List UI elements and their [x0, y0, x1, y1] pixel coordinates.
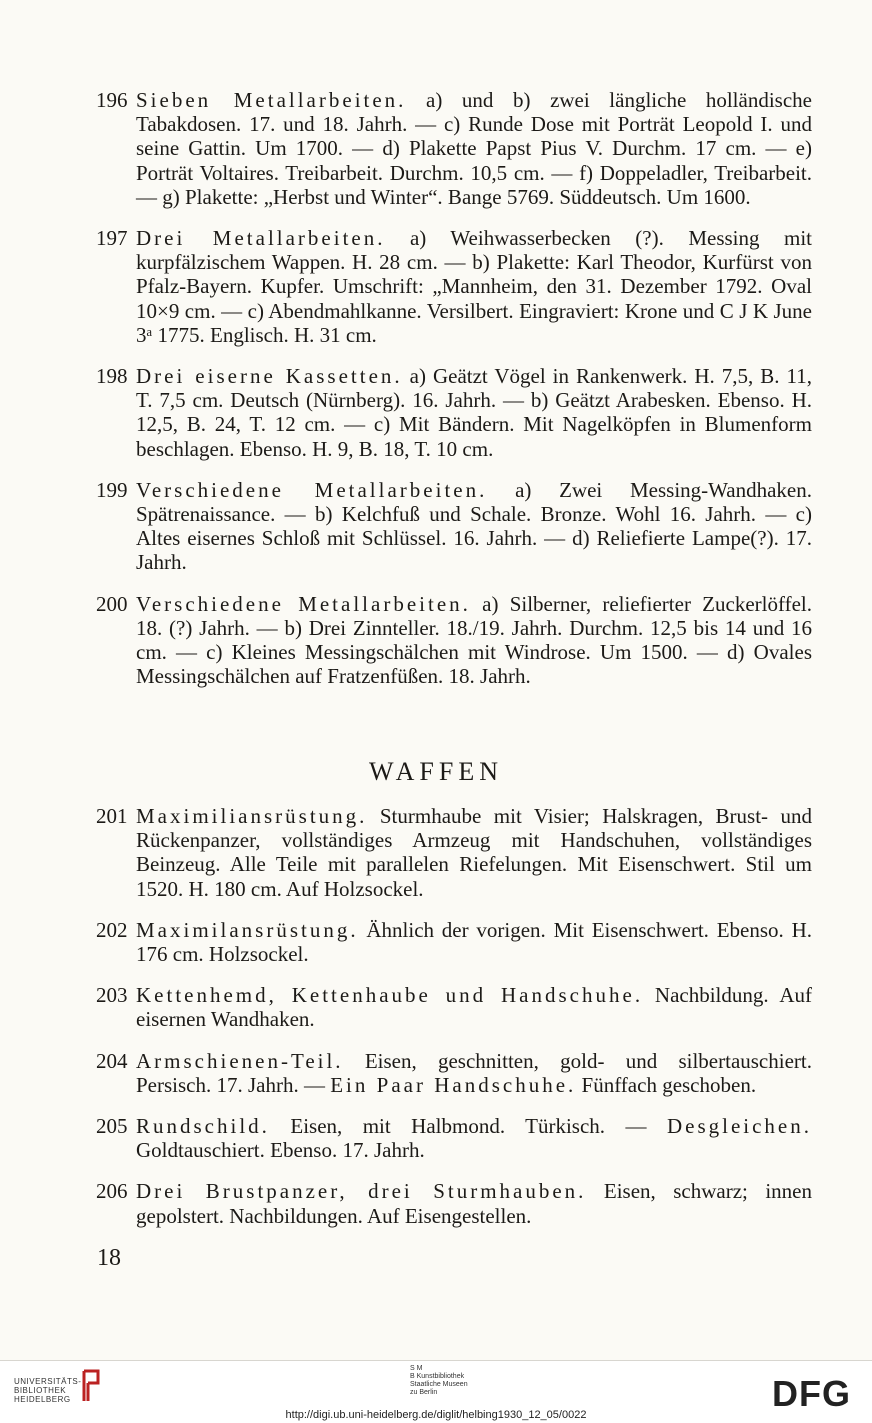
entry-title: Drei Metallarbeiten.: [136, 226, 386, 251]
entry-number: 197: [96, 226, 128, 251]
library-line: HEIDELBERG: [14, 1395, 71, 1404]
entry-number: 198: [96, 364, 128, 389]
source-url-link[interactable]: http://digi.ub.uni-heidelberg.de/diglit/helbing1930_12_05/0022: [285, 1409, 587, 1421]
entry-text: Ähnlich der vorigen. Mit Eisenschwert. Ebenso. H. 176 cm. Holzsockel.: [136, 917, 812, 967]
page-number: 18: [97, 1245, 121, 1271]
footer-bar: [0, 1360, 872, 1423]
entry-number: 200: [96, 591, 128, 616]
entry-number: 203: [96, 983, 128, 1008]
catalog-entry-206: [96, 1179, 816, 1227]
entry-subtitle: Ein Paar Handschuhe.: [330, 1072, 577, 1097]
entry-text: Nachbildung. Auf eisernen Wandhaken.: [136, 983, 812, 1032]
entry-text: Eisen, geschnitten, gold- und silbertauschiert. Persisch. 17. Jahrh. —: [136, 1048, 812, 1097]
museum-stamp: [410, 1365, 468, 1397]
entry-list-metal: [96, 88, 816, 705]
entry-number: 202: [96, 917, 128, 942]
entry-text: Sturmhaube mit Visier; Halskragen, Brust- und Rückenpanzer, vollständiges Armzeug mit Handschuhen, vollständiges Beinzeug. Alle Teile mit parallelen Riefelungen. Mit Eisenschwert. Stil um 1520. H. 180 cm. Auf Holzsockel.: [136, 804, 812, 901]
entry-title: Verschiedene Metallarbeiten.: [136, 477, 488, 502]
stamp-line: Staatliche Museen: [410, 1381, 468, 1388]
catalog-entry-196: [96, 88, 816, 209]
section-heading: WAFFEN: [368, 757, 503, 786]
entry-title: Armschienen-Teil.: [136, 1048, 344, 1073]
catalog-entry-200: [96, 592, 816, 689]
entry-text-continued: Goldtauschiert. Ebenso. 17. Jahrh.: [136, 1138, 425, 1163]
entry-text: Eisen, mit Halbmond. Türkisch. —: [269, 1114, 667, 1139]
dfg-logo: DFG: [772, 1373, 851, 1414]
entry-title: Drei Brustpanzer, drei Sturmhauben.: [136, 1179, 587, 1204]
entry-title: Kettenhemd, Kettenhaube und Handschuhe.: [136, 983, 644, 1008]
entry-title: Sieben Metallarbeiten.: [136, 88, 407, 112]
stamp-line: zu Berlin: [410, 1389, 438, 1396]
entry-title: Maximiliansrüstung.: [136, 804, 368, 828]
library-logo-icon: [80, 1369, 102, 1403]
entry-text: a) Silberner, reliefierter Zuckerlöffel. 18. (?) Jahrh. — b) Drei Zinnteller. 18./19. Jahrh. Durchm. 12,5 bis 14 und 16 cm. — c) Kleines Messingschälchen mit Windrose. Um 1500. — d) Ovales Messingschälchen auf Fratzenfüßen. 18. Jahrh.: [136, 591, 812, 689]
catalog-entry-197: [96, 226, 816, 347]
entry-list-weapons: [96, 804, 816, 1245]
entry-number: 204: [96, 1048, 128, 1073]
library-line: BIBLIOTHEK: [14, 1386, 67, 1395]
stamp-line: S M: [410, 1365, 423, 1372]
entry-text-continued: Fünffach geschoben.: [576, 1072, 757, 1097]
stamp-line: B Kunstbibliothek: [410, 1373, 465, 1380]
entry-text: a) Weihwasserbecken (?). Messing mit kurpfälzischem Wappen. H. 28 cm. — b) Plakette: Karl Theodor, Kurfürst von Pfalz-Bayern. Kupfer. Umschrift: „Mannheim, den 31. Dezember 1792. Oval 10×9 cm. — c) Abendmahlkanne. Versilbert. Eingraviert: Krone und C J K June 3ᵃ 1775. Englisch. H. 31 cm.: [136, 226, 812, 347]
entry-title: Verschiedene Metallarbeiten.: [136, 591, 471, 616]
catalog-entry-202: [96, 918, 816, 966]
entry-title: Drei eiserne Kassetten.: [136, 364, 403, 389]
library-name: [14, 1377, 81, 1404]
catalog-entry-205: [96, 1114, 816, 1162]
catalog-entry-204: [96, 1049, 816, 1097]
entry-number: 196: [96, 88, 128, 112]
catalog-entry-198: [96, 364, 816, 461]
entry-number: 201: [96, 804, 128, 828]
entry-number: 199: [96, 477, 128, 502]
library-line: UNIVERSITÄTS-: [14, 1377, 82, 1386]
entry-number: 206: [96, 1179, 128, 1204]
catalog-entry-199: [96, 478, 816, 575]
entry-text: a) und b) zwei längliche holländische Tabakdosen. 17. und 18. Jahrh. — c) Runde Dose mit Porträt Leopold I. und seine Gattin. Um 1700. — d) Plakette Papst Pius V. Durchm. 17 cm. — e) Porträt Voltaires. Treibarbeit. Durchm. 10,5 cm. — f) Doppeladler, Treibarbeit. — g) Plakette: „Herbst und Winter“. Bange 5769. Süddeutsch. Um 1600.: [136, 88, 812, 209]
catalog-entry-203: [96, 983, 816, 1031]
entry-title: Maximilansrüstung.: [136, 917, 359, 942]
entry-subtitle: Desgleichen.: [666, 1114, 812, 1139]
entry-number: 205: [96, 1114, 128, 1139]
entry-text: Eisen, schwarz; innen gepolstert. Nachbildungen. Auf Eisengestellen.: [136, 1179, 812, 1228]
entry-text: a) Geätzt Vögel in Rankenwerk. H. 7,5, B. 11, T. 7,5 cm. Deutsch (Nürnberg). 16. Jahrh. — b) Geätzt Arabesken. Ebenso. H. 12,5, B. 24, T. 12 cm. — c) Mit Bändern. Mit Nagelköpfen in Blumenform beschlagen. Ebenso. H. 9, B. 18, T. 10 cm.: [136, 364, 812, 461]
catalog-entry-201: [96, 804, 816, 901]
entry-title: Rundschild.: [136, 1114, 270, 1139]
entry-text: a) Zwei Messing-Wandhaken. Spätrenaissance. — b) Kelchfuß und Schale. Bronze. Wohl 16. Jahrh. — c) Altes eisernes Schloß mit Schlüssel. 16. Jahrh. — d) Reliefierte Lampe(?). 17. Jahrh.: [136, 477, 812, 575]
